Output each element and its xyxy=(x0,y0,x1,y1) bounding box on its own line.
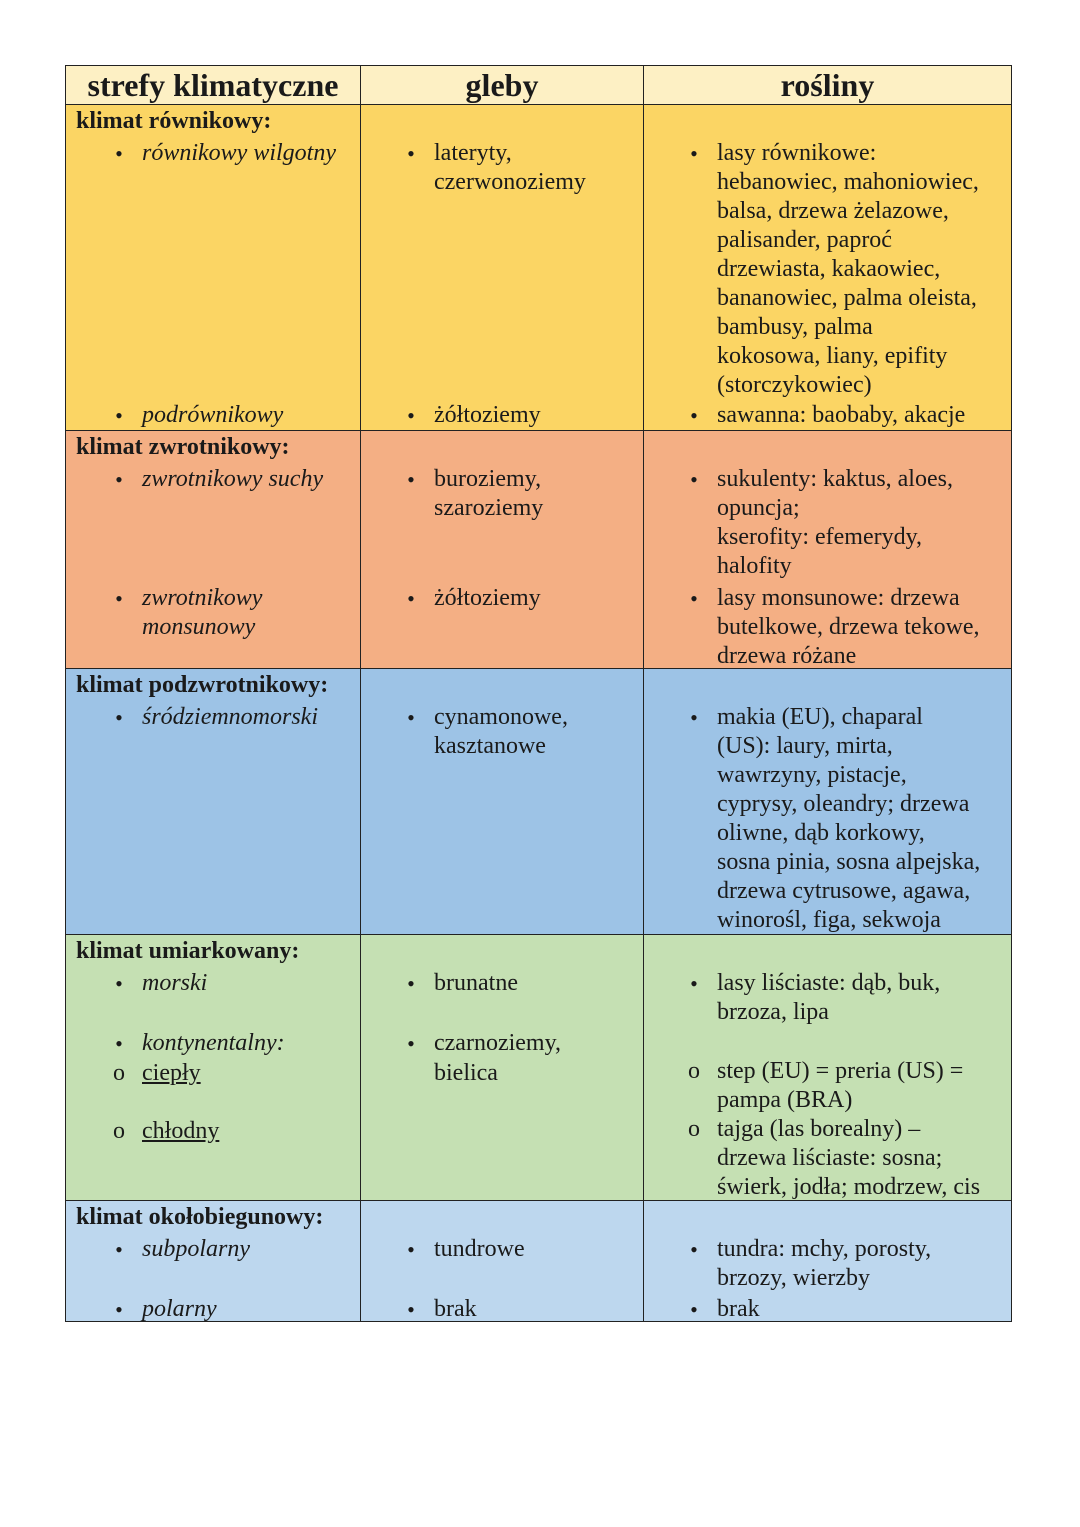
plant-cell: • tundra: mchy, porosty, brzozy, wierzby • brak xyxy=(644,1201,1012,1322)
bullet-icon: • xyxy=(115,1297,123,1322)
zone-row-tropical xyxy=(66,431,1012,669)
bullet-icon: • xyxy=(407,1237,415,1262)
zone-row-equatorial xyxy=(66,105,1012,431)
plant-cell: • lasy liściaste: dąb, buk, brzoza, lipa o step (EU) = preria (US) = pampa (BRA) o tajga (las borealny) – drzewa liściaste: sosna; świerk, jodła; modrzew, cis xyxy=(644,935,1012,1201)
plant-cell: • lasy równikowe: hebanowiec, mahoniowiec, balsa, drzewa żelazowe, palisander, paproć drzewiasta, kakaowiec, bananowiec, palma oleista, bambusy, palma kokosowa, liany, epifity (storczykowiec) • sawanna: baobaby, akacje xyxy=(644,105,1012,431)
bullet-icon: • xyxy=(407,141,415,166)
plant-cell: • sukulenty: kaktus, aloes, opuncja; kserofity: efemerydy, halofity • lasy monsunowe: drzewa butelkowe, drzewa tekowe, drzewa różane xyxy=(644,431,1012,669)
bullet-icon: • xyxy=(690,971,698,996)
zone-title: klimat umiarkowany: xyxy=(76,938,300,964)
zone-title: klimat zwrotnikowy: xyxy=(76,434,290,460)
bullet-icon: • xyxy=(690,141,698,166)
zone-title: klimat równikowy: xyxy=(76,108,272,134)
bullet-icon: • xyxy=(407,1031,415,1056)
climate-cell: klimat podzwrotnikowy: • śródziemnomorski xyxy=(66,669,361,935)
bullet-icon: • xyxy=(690,403,698,428)
bullet-icon: • xyxy=(115,971,123,996)
bullet-icon: • xyxy=(690,586,698,611)
header-soils: gleby xyxy=(361,66,644,105)
climate-cell: klimat umiarkowany: • morski • kontynentalny: o ciepły o chłodny xyxy=(66,935,361,1201)
soil-cell: • buroziemy, szaroziemy • żółtoziemy xyxy=(361,431,644,669)
circle-bullet-icon: o xyxy=(688,1116,700,1142)
bullet-icon: • xyxy=(407,586,415,611)
bullet-icon: • xyxy=(115,586,123,611)
bullet-icon: • xyxy=(115,141,123,166)
bullet-icon: • xyxy=(115,467,123,492)
soil-cell: • cynamonowe, kasztanowe xyxy=(361,669,644,935)
bullet-icon: • xyxy=(407,403,415,428)
plant-cell: • makia (EU), chaparal (US): laury, mirta, wawrzyny, pistacje, cyprysy, oleandry; drzewa oliwne, dąb korkowy, sosna pinia, sosna alpejska, drzewa cytrusowe, agawa, winorośl, figa, sekwoja xyxy=(644,669,1012,935)
zone-title: klimat podzwrotnikowy: xyxy=(76,672,329,698)
bullet-icon: • xyxy=(115,1031,123,1056)
zone-row-polar xyxy=(66,1201,1012,1322)
bullet-icon: • xyxy=(115,403,123,428)
header-row xyxy=(66,66,1012,105)
bullet-icon: • xyxy=(690,705,698,730)
soil-cell: • tundrowe • brak xyxy=(361,1201,644,1322)
bullet-icon: • xyxy=(690,467,698,492)
header-climate-zones: strefy klimatyczne xyxy=(66,66,361,105)
circle-bullet-icon: o xyxy=(113,1118,125,1144)
bullet-icon: • xyxy=(407,971,415,996)
soil-cell: • brunatne • czarnoziemy, bielica xyxy=(361,935,644,1201)
soil-cell: • lateryty, czerwonoziemy • żółtoziemy xyxy=(361,105,644,431)
zone-title: klimat okołobiegunowy: xyxy=(76,1204,324,1230)
bullet-icon: • xyxy=(407,1297,415,1322)
bullet-icon: • xyxy=(690,1297,698,1322)
circle-bullet-icon: o xyxy=(113,1060,125,1086)
bullet-icon: • xyxy=(115,705,123,730)
zone-row-subtropical xyxy=(66,669,1012,935)
bullet-icon: • xyxy=(690,1237,698,1262)
climate-cell: klimat zwrotnikowy: • zwrotnikowy suchy • zwrotnikowy monsunowy xyxy=(66,431,361,669)
climate-cell: klimat okołobiegunowy: • subpolarny • polarny xyxy=(66,1201,361,1322)
zone-row-temperate xyxy=(66,935,1012,1201)
header-plants: rośliny xyxy=(644,66,1012,105)
climate-cell: klimat równikowy: • równikowy wilgotny • podrównikowy xyxy=(66,105,361,431)
climate-table xyxy=(65,65,1012,1322)
bullet-icon: • xyxy=(407,705,415,730)
bullet-icon: • xyxy=(115,1237,123,1262)
bullet-icon: • xyxy=(407,467,415,492)
circle-bullet-icon: o xyxy=(688,1058,700,1084)
